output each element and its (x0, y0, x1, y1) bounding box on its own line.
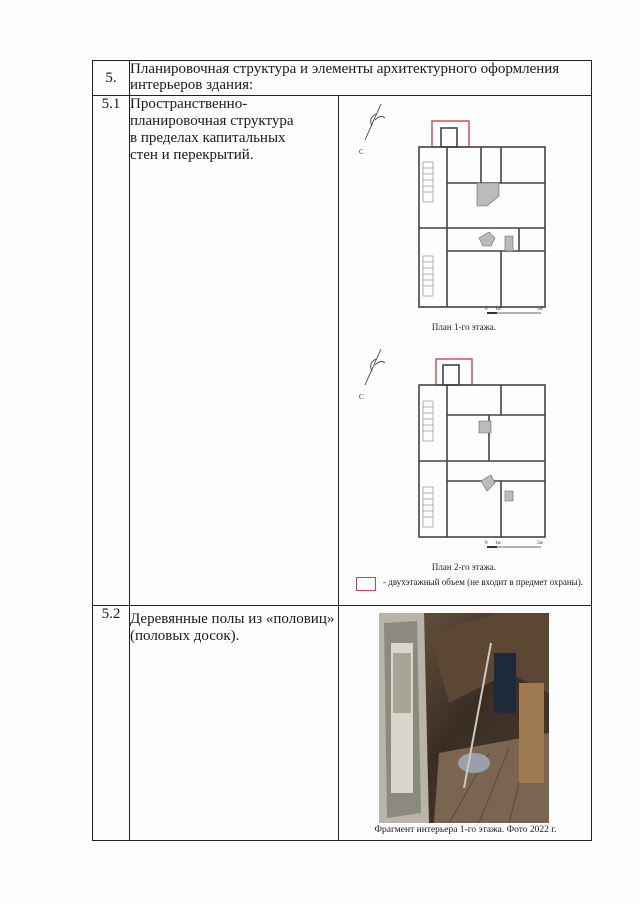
scale-label: 5м (537, 307, 543, 312)
scale-label: 1м (495, 541, 501, 546)
row-5-2 (93, 606, 592, 841)
scale-label: 0 (485, 541, 488, 546)
scale-label: 1м (495, 307, 501, 312)
plan-2-caption: План 2-го этажа. (431, 562, 497, 572)
row-number: 5.1 (93, 96, 130, 606)
floor-plan-1 (339, 96, 592, 326)
row-description: Пространственно-планировочная структура в пределах капитальных стен и перекрытий. (130, 96, 339, 606)
row-description: Деревянные полы из «половиц» (половых досок). (130, 606, 339, 841)
row-number: 5.2 (93, 606, 130, 841)
interior-photo (379, 613, 549, 823)
north-label: С (359, 393, 364, 401)
row-5-1 (93, 96, 592, 606)
photo-caption: Фрагмент интерьера 1-го этажа. Фото 2022 г. (374, 825, 557, 835)
photo-cell (339, 606, 592, 841)
legend-swatch (356, 577, 376, 591)
north-arrow-icon (365, 349, 385, 385)
section-row-5 (93, 61, 592, 96)
north-label: С (359, 148, 364, 156)
interior-photo-image (379, 613, 549, 823)
floor-plans-cell (339, 96, 592, 606)
section-heading: Планировочная структура и элементы архитектурного оформления интерьеров здания: (130, 61, 592, 96)
passport-table (92, 60, 592, 841)
scale-label: 5м (537, 541, 543, 546)
legend-text: - двухэтажный объем (не входит в предмет охраны). (383, 577, 583, 587)
scale-bar (485, 307, 544, 314)
scale-label: 0 (485, 307, 488, 312)
plan-1-caption: План 1-го этажа. (431, 322, 497, 332)
north-arrow-icon (365, 104, 385, 140)
floor-plan-2 (339, 341, 592, 556)
row-number: 5. (93, 61, 130, 96)
scale-bar (485, 541, 544, 548)
